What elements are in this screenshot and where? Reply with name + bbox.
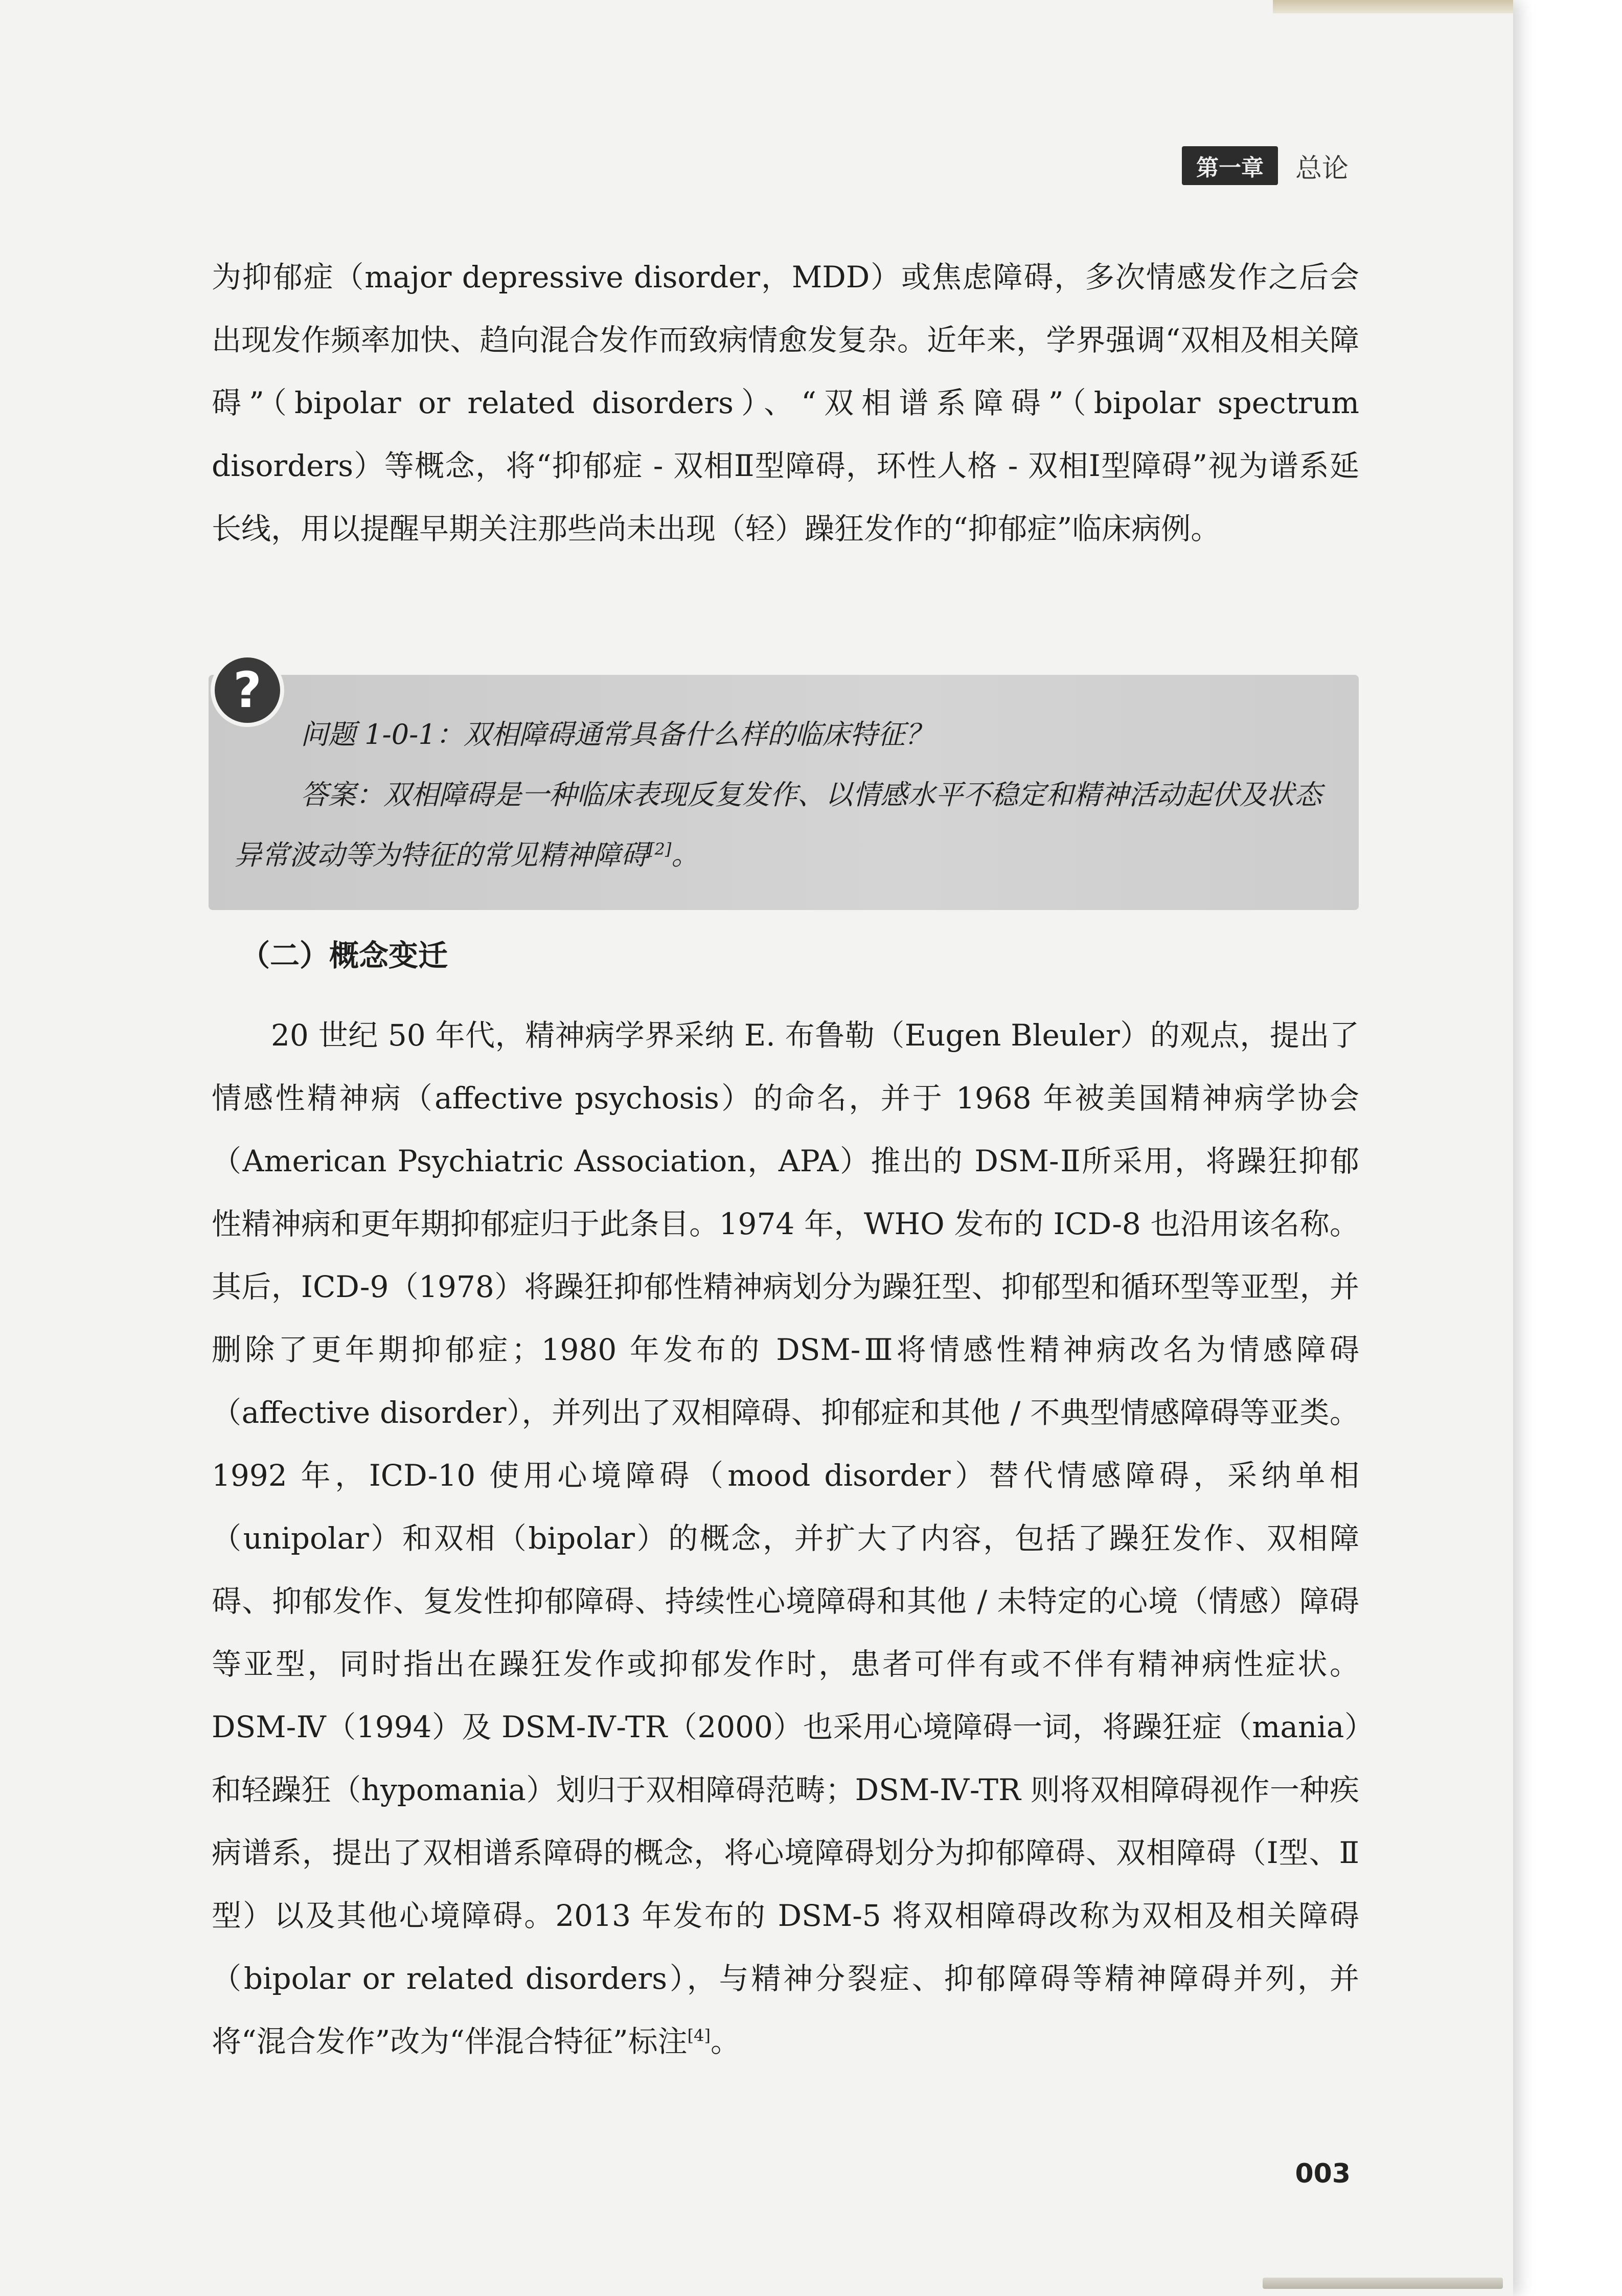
chapter-title: 总论 <box>1295 153 1349 184</box>
page-edge-strip <box>1273 0 1513 13</box>
qa-answer-text: 答案：双相障碍是一种临床表现反复发作、以情感水平不稳定和精神活动起伏及状态异常波动等为特征的常见精神障碍 <box>234 779 1322 871</box>
qa-question: 问题 1-0-1：双相障碍通常具备什么样的临床特征？ <box>301 718 933 751</box>
section-paragraph <box>212 1004 1359 2073</box>
paragraph-continuation: 为抑郁症（major depressive disorder，MDD）或焦虑障碍，多次情感发作之后会出现发作频率加快、趋向混合发作而致病情愈发复杂。近年来，学界强调“双相及相关障碍”（bipolar or related disorders）、“双相谱系障碍”（bipolar spectrum disorders）等概念，将“抑郁症 - 双相Ⅱ型障碍，环性人格 - 双相Ⅰ型障碍”视为谱系延长线，用以提醒早期关注那些尚未出现（轻）躁狂发作的“抑郁症”临床病例。 <box>212 260 1359 546</box>
section-paragraph-text: 20 世纪 50 年代，精神病学界采纳 E. 布鲁勒（Eugen Bleuler）的观点，提出了情感性精神病（affective psychosis）的命名，并于 1968 年被美国精神病学协会（American Psychiatric Association，APA）推出的 DSM-Ⅱ所采用，将躁狂抑郁性精神病和更年期抑郁症归于此条目。1974 年，WHO 发布的 ICD-8 也沿用该名称。其后，ICD-9（1978）将躁狂抑郁性精神病划分为躁狂型、抑郁型和循环型等亚型，并删除了更年期抑郁症；1980 年发布的 DSM-Ⅲ将情感性精神病改名为情感障碍（affective disorder），并列出了双相障碍、抑郁症和其他 / 不典型情感障碍等亚类。1992 年，ICD-10 使用心境障碍（mood disorder）替代情感障碍，采纳单相（unipolar）和双相（bipolar）的概念，并扩大了内容，包括了躁狂发作、双相障碍、抑郁发作、复发性抑郁障碍、持续性心境障碍和其他 / 未特定的心境（情感）障碍等亚型，同时指出在躁狂发作或抑郁发作时，患者可伴有或不伴有精神病性症状。DSM-Ⅳ（1994）及 DSM-Ⅳ-TR（2000）也采用心境障碍一词，将躁狂症（mania）和轻躁狂（hypomania）划归于双相障碍范畴；DSM-Ⅳ-TR 则将双相障碍视作一种疾病谱系，提出了双相谱系障碍的概念，将心境障碍划分为抑郁障碍、双相障碍（Ⅰ型、Ⅱ型）以及其他心境障碍。2013 年发布的 DSM-5 将双相障碍改称为双相及相关障碍（bipolar or related disorders），与精神分裂症、抑郁障碍等精神障碍并列，并将“混合发作”改为“伴混合特征”标注 <box>212 1018 1359 2059</box>
page-number: 003 <box>1295 2158 1351 2189</box>
running-head <box>1182 146 1349 185</box>
qa-text <box>234 704 1338 885</box>
qa-answer <box>234 765 1338 885</box>
page-edge-strip-bottom <box>1263 2278 1503 2289</box>
qa-answer-citation: [2] <box>648 839 672 859</box>
section-paragraph-citation: [4] <box>687 2026 711 2045</box>
question-mark-icon: ? <box>211 653 284 727</box>
chapter-badge: 第一章 <box>1182 146 1278 185</box>
section-heading: （二）概念变迁 <box>240 938 448 973</box>
section-paragraph-end: 。 <box>710 2024 740 2059</box>
qa-answer-end: 。 <box>671 839 699 871</box>
